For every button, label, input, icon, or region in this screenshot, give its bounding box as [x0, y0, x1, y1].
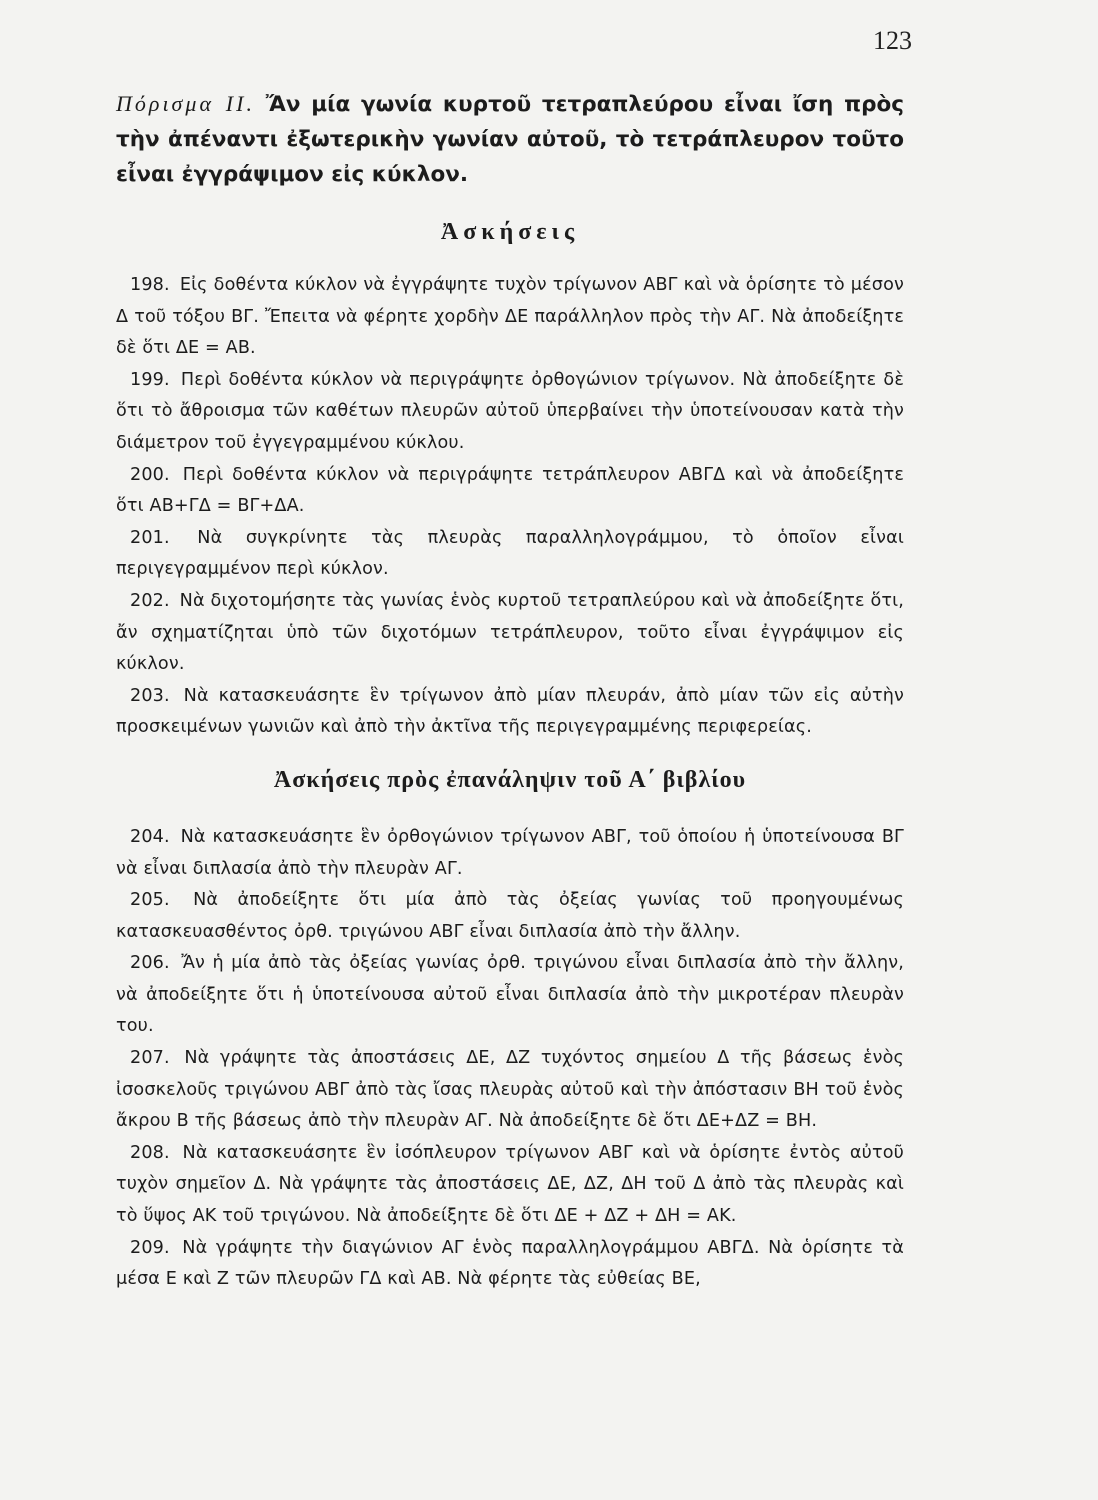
corollary-paragraph — [116, 86, 904, 192]
corollary-label: Πόρισμα ΙΙ. — [116, 91, 255, 116]
exercise-item — [116, 681, 904, 744]
exercise-number: 206. — [130, 953, 170, 974]
exercise-item — [116, 948, 904, 1043]
exercise-item — [116, 523, 904, 586]
review-exercises-heading: Ἀσκήσεις πρὸς ἐπανάληψιν τοῦ Α΄ βιβλίου — [273, 766, 747, 793]
corollary-text: Ἄν μία γωνία κυρτοῦ τετραπλεύρου εἶναι ἴση πρὸς τὴν ἀπέναντι ἐξωτερικὴν γωνίαν αὐτοῦ, τὸ τετράπλευρον τοῦτο εἶναι ἐγγράψιμον εἰς κύκλον. — [116, 92, 904, 187]
exercise-text: Νὰ συγκρίνητε τὰς πλευρὰς παραλληλογράμμου, τὸ ὁποῖον εἶναι περιγεγραμμένον περὶ κύκλον. — [116, 527, 904, 580]
exercise-number: 201. — [130, 527, 170, 548]
exercise-number: 208. — [130, 1142, 170, 1163]
page-number: 123 — [873, 26, 912, 55]
exercise-item — [116, 822, 904, 885]
exercise-text: Περὶ δοθέντα κύκλον νὰ περιγράψητε ὀρθογώνιον τρίγωνον. Νὰ ἀποδείξητε δὲ ὅτι τὸ ἄθροισμα τῶν καθέτων πλευρῶν αὐτοῦ ὑπερβαίνει τὴν ὑποτείνουσαν κατὰ τὴν διάμετρον τοῦ ἐγγεγραμμένου κύκλου. — [116, 369, 904, 453]
exercise-text: Νὰ γράψητε τὰς ἀποστάσεις ΔΕ, ΔΖ τυχόντος σημείου Δ τῆς βάσεως ἑνὸς ἰσοσκελοῦς τριγώνου ΑΒΓ ἀπὸ τὰς ἴσας πλευρὰς αὐτοῦ καὶ τὴν ἀπόστασιν ΒΗ τοῦ ἑνὸς ἄκρου Β τῆς βάσεως ἀπὸ τὴν πλευρὰν ΑΓ. Νὰ ἀποδείξητε δὲ ὅτι ΔΕ+ΔΖ = ΒΗ. — [116, 1048, 904, 1132]
exercise-number: 200. — [130, 464, 170, 485]
review-exercises-list — [116, 822, 904, 1296]
exercise-item — [116, 885, 904, 948]
exercise-text: Νὰ κατασκευάσητε ἓν τρίγωνον ἀπὸ μίαν πλευράν, ἀπὸ μίαν τῶν εἰς αὐτὴν προσκειμένων γωνιῶν καὶ ἀπὸ τὴν ἀκτῖνα τῆς περιγεγραμμένης περιφερείας. — [116, 685, 904, 738]
exercise-item — [116, 1043, 904, 1138]
exercises-heading: Ἀσκήσεις — [440, 219, 580, 245]
exercise-number: 207. — [130, 1048, 170, 1069]
exercise-text: Νὰ ἀποδείξητε ὅτι μία ἀπὸ τὰς ὀξείας γωνίας τοῦ προηγουμένως κατασκευασθέντος ὀρθ. τριγώνου ΑΒΓ εἶναι διπλασία ἀπὸ τὴν ἄλλην. — [116, 890, 904, 942]
exercise-number: 209. — [130, 1237, 170, 1258]
exercise-text: Νὰ γράψητε τὴν διαγώνιον ΑΓ ἑνὸς παραλληλογράμμου ΑΒΓΔ. Νὰ ὁρίσητε τὰ μέσα Ε καὶ Ζ τῶν πλευρῶν ΓΔ καὶ ΑΒ. Νὰ φέρητε τὰς εὐθείας ΒΕ, — [116, 1237, 904, 1290]
exercise-item — [116, 365, 904, 460]
exercise-text: Ἄν ἡ μία ἀπὸ τὰς ὀξείας γωνίας ὀρθ. τριγώνου εἶναι διπλασία ἀπὸ τὴν ἄλλην, νὰ ἀποδείξητε ὅτι ἡ ὑποτείνουσα αὐτοῦ εἶναι διπλασία ἀπὸ τὴν μικροτέραν πλευρὰν του. — [116, 953, 905, 1037]
exercises-list — [116, 270, 904, 744]
exercise-number: 199. — [130, 369, 170, 390]
exercise-text: Νὰ κατασκευάσητε ἓν ἰσόπλευρον τρίγωνον ΑΒΓ καὶ νὰ ὁρίσητε ἐντὸς αὐτοῦ τυχὸν σημεῖον Δ. Νὰ γράψητε τὰς ἀποστάσεις ΔΕ, ΔΖ, ΔΗ τοῦ Δ ἀπὸ τὰς πλευρὰς καὶ τὸ ὕψος ΑΚ τοῦ τριγώνου. Νὰ ἀποδείξητε δὲ ὅτι ΔΕ + ΔΖ + ΔΗ = ΑΚ. — [116, 1142, 904, 1227]
exercise-text: Περὶ δοθέντα κύκλον νὰ περιγράψητε τετράπλευρον ΑΒΓΔ καὶ νὰ ἀποδείξητε ὅτι ΑΒ+ΓΔ = ΒΓ+ΔΑ. — [116, 464, 904, 517]
exercise-number: 203. — [130, 685, 170, 706]
exercise-text: Εἰς δοθέντα κύκλον νὰ ἐγγράψητε τυχὸν τρίγωνον ΑΒΓ καὶ νὰ ὁρίσητε τὸ μέσον Δ τοῦ τόξου ΒΓ. Ἔπειτα νὰ φέρητε χορδὴν ΔΕ παράλληλον πρὸς τὴν ΑΓ. Νὰ ἀποδείξητε δὲ ὅτι ΔΕ = ΑΒ. — [116, 275, 904, 359]
exercise-number: 198. — [130, 275, 170, 295]
exercise-item — [116, 1138, 904, 1233]
exercise-text: Νὰ διχοτομήσητε τὰς γωνίας ἑνὸς κυρτοῦ τετραπλεύρου καὶ νὰ ἀποδείξητε ὅτι, ἄν σχηματίζηται ὑπὸ τῶν διχοτόμων τετράπλευρον, τοῦτο εἶναι ἐγγράψιμον εἰς κύκλον. — [116, 590, 905, 675]
exercise-item — [116, 586, 904, 681]
exercise-text: Νὰ κατασκευάσητε ἓν ὀρθογώνιον τρίγωνον ΑΒΓ, τοῦ ὁποίου ἡ ὑποτείνουσα ΒΓ νὰ εἶναι διπλασία ἀπὸ τὴν πλευρὰν ΑΓ. — [116, 826, 904, 879]
exercise-number: 204. — [130, 826, 170, 847]
exercise-item — [116, 460, 904, 523]
exercise-number: 205. — [130, 890, 170, 911]
page-body — [116, 86, 904, 1296]
exercise-item — [116, 270, 904, 365]
exercise-item — [116, 1233, 904, 1296]
exercise-number: 202. — [130, 590, 170, 611]
